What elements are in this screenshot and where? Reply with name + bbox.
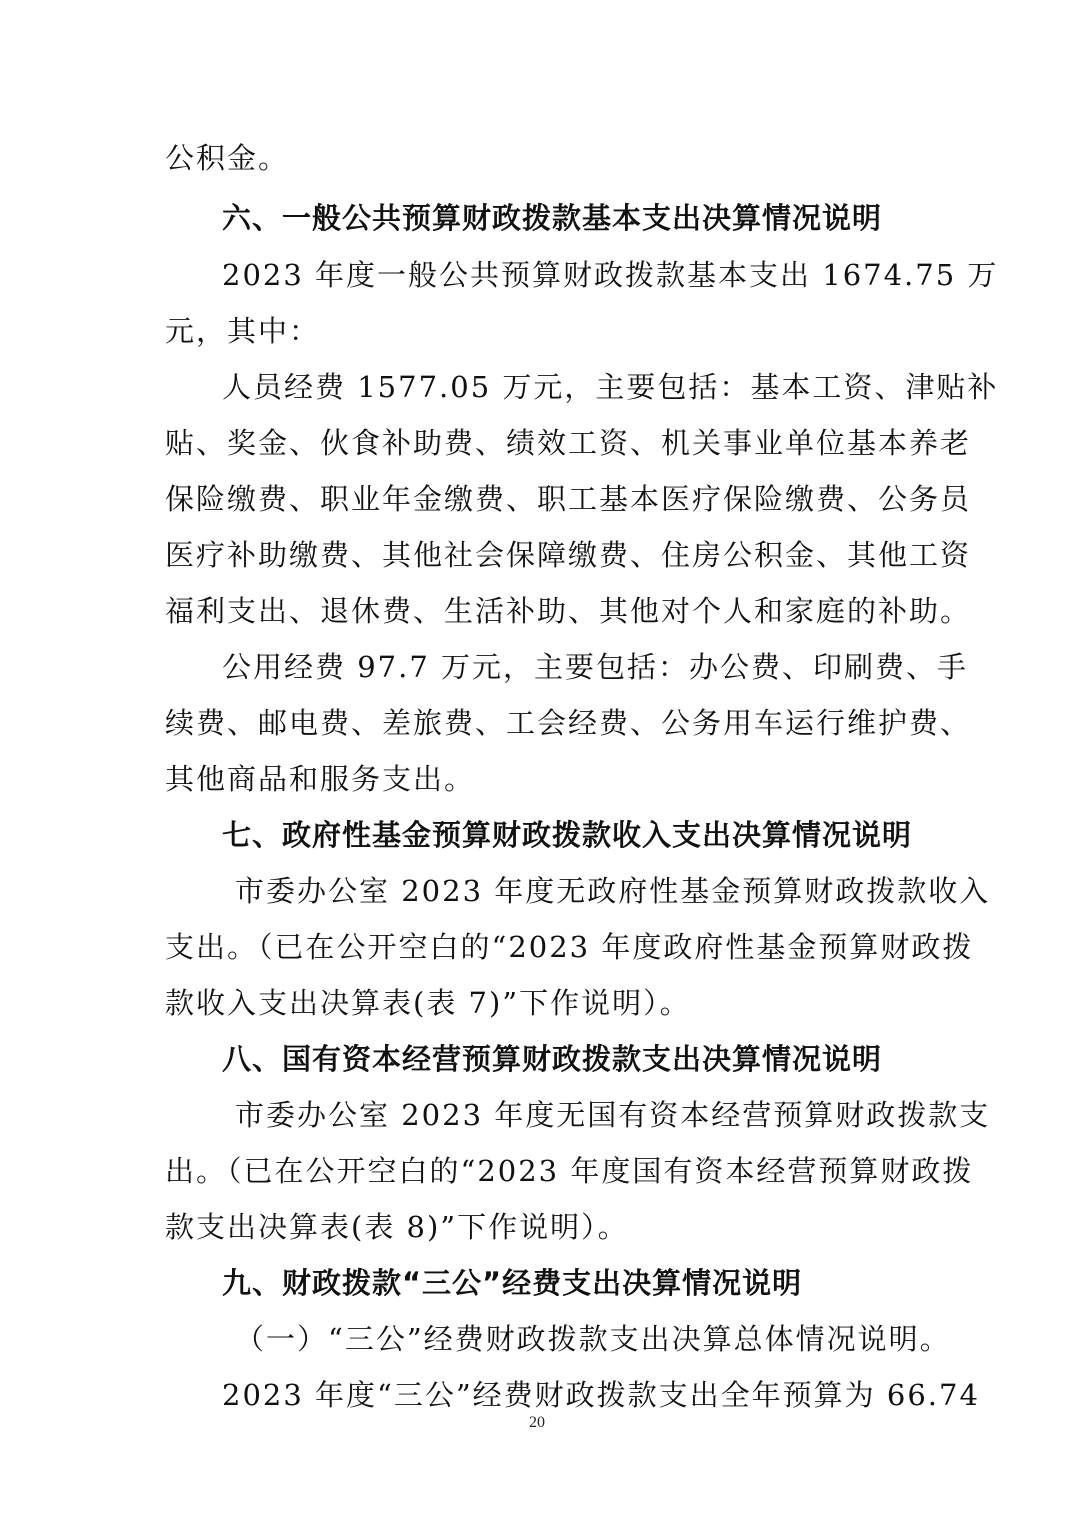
body-line-6: 贴、奖金、伙食补助费、绩效工资、机关事业单位基本养老: [165, 426, 972, 460]
body-line-20: 款支出决算表(表 8)”下作说明）。: [165, 1210, 629, 1244]
body-line-12: 其他商品和服务支出。: [165, 762, 476, 796]
body-line-4: 元，其中：: [165, 314, 321, 348]
body-line-19: 出。（已在公开空白的“2023 年度国有资本经营预算财政拨: [165, 1154, 974, 1188]
body-line-23: 2023 年度“三公”经费财政拨款支出全年预算为 66.74: [222, 1378, 980, 1412]
body-line-15: 支出。（已在公开空白的“2023 年度政府性基金预算财政拨: [165, 930, 974, 964]
body-line-11: 续费、邮电费、差旅费、工会经费、公务用车运行维护费、: [165, 706, 972, 740]
body-line-7: 保险缴费、职业年金缴费、职工基本医疗保险缴费、公务员: [165, 482, 972, 516]
page-number: 20: [529, 1414, 545, 1431]
body-line-14: 市委办公室 2023 年度无政府性基金预算财政拨款收入: [235, 874, 991, 908]
body-line-16: 款收入支出决算表(表 7)”下作说明）。: [165, 986, 691, 1020]
body-line-10: 公用经费 97.7 万元，主要包括：办公费、印刷费、手: [222, 650, 969, 684]
body-line-9: 福利支出、退休费、生活补助、其他对个人和家庭的补助。: [165, 594, 972, 628]
body-line-3: 2023 年度一般公共预算财政拨款基本支出 1674.75 万: [222, 258, 999, 292]
body-line-8: 医疗补助缴费、其他社会保障缴费、住房公积金、其他工资: [165, 538, 972, 572]
section-heading-9: 九、财政拨款“三公”经费支出决算情况说明: [222, 1266, 803, 1300]
body-line-5: 人员经费 1577.05 万元，主要包括：基本工资、津贴补: [222, 370, 999, 404]
section-heading-6: 六、一般公共预算财政拨款基本支出决算情况说明: [222, 201, 883, 235]
subsection-heading-1: （一）“三公”经费财政拨款支出决算总体情况说明。: [235, 1322, 951, 1356]
body-line-1: 公积金。: [165, 141, 290, 175]
body-line-18: 市委办公室 2023 年度无国有资本经营预算财政拨款支: [235, 1098, 991, 1132]
section-heading-7: 七、政府性基金预算财政拨款收入支出决算情况说明: [222, 818, 913, 852]
section-heading-8: 八、国有资本经营预算财政拨款支出决算情况说明: [222, 1042, 883, 1076]
